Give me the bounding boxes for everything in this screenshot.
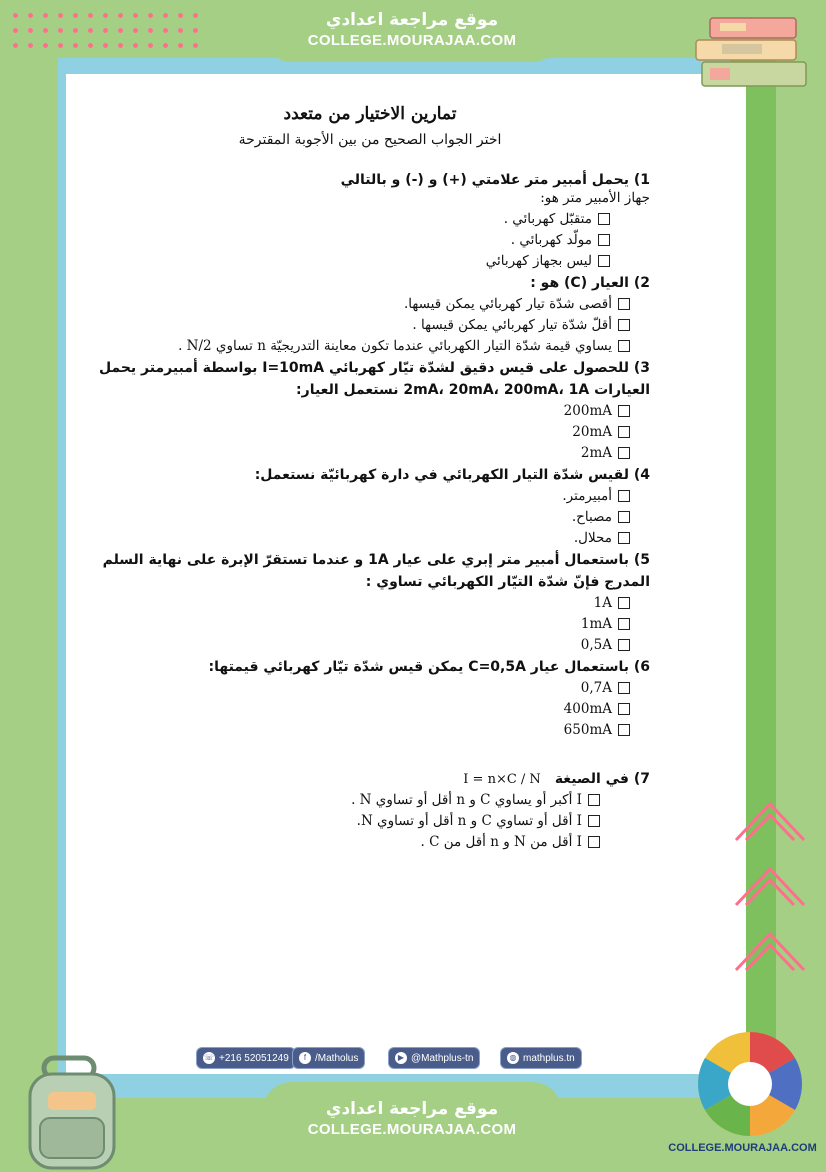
checkbox[interactable] xyxy=(618,682,630,694)
youtube-link[interactable]: ▶ @Mathplus-tn xyxy=(388,1047,480,1069)
page-title: تمارين الاختيار من متعدد xyxy=(283,104,457,124)
formula: I = n×C / N xyxy=(463,771,541,787)
q1-option-c[interactable]: ليس بجهاز كهربائي xyxy=(90,253,610,269)
q6-option-a[interactable]: 0,7A xyxy=(90,680,630,696)
footer-site-arabic: موقع مراجعة اعدادي xyxy=(325,1099,499,1119)
facebook-icon: f xyxy=(299,1052,311,1064)
header-banner[interactable] xyxy=(262,0,562,62)
checkbox[interactable] xyxy=(618,532,630,544)
checkbox[interactable] xyxy=(588,836,600,848)
q6-option-b[interactable]: 400mA xyxy=(90,701,630,717)
footer-banner[interactable] xyxy=(262,1082,562,1172)
checkbox[interactable] xyxy=(618,319,630,331)
question-1-line: جهاز الأمبير متر هو: xyxy=(540,190,650,206)
q3-option-c[interactable]: 2mA xyxy=(90,445,630,461)
q7-option-a[interactable]: I أكبر أو يساوي C و n أقل أو تساوي N . xyxy=(90,792,600,808)
checkbox[interactable] xyxy=(618,405,630,417)
page-subtitle: اختر الجواب الصحيح من بين الأجوبة المقترحة xyxy=(238,132,502,148)
exercise-sheet xyxy=(90,90,650,855)
q5-option-b[interactable]: 1mA xyxy=(90,616,630,632)
q1-option-b[interactable]: مولّد كهربائي . xyxy=(90,232,610,248)
checkbox[interactable] xyxy=(588,794,600,806)
checkbox[interactable] xyxy=(618,724,630,736)
header-site-arabic: موقع مراجعة اعدادي xyxy=(325,10,499,30)
q5-option-c[interactable]: 0,5A xyxy=(90,637,630,653)
q4-option-c[interactable]: محلال. xyxy=(90,530,630,546)
youtube-icon: ▶ xyxy=(395,1052,407,1064)
footer-logo-url[interactable]: COLLEGE.MOURAJAA.COM xyxy=(668,1142,817,1154)
question-6: 6) باستعمال عيار C=0,5A يمكن قيس شدّة تيّار كهربائي قيمتها: xyxy=(208,659,650,675)
phone-icon: ☏ xyxy=(203,1053,214,1062)
q2-option-b[interactable]: أقلّ شدّة تيار كهربائي يمكن قيسها . xyxy=(90,317,630,333)
checkbox[interactable] xyxy=(618,490,630,502)
q7-option-c[interactable]: I أقل من N و n أقل من C . xyxy=(90,834,600,850)
checkbox[interactable] xyxy=(618,447,630,459)
checkbox[interactable] xyxy=(618,639,630,651)
header-site-url[interactable]: COLLEGE.MOURAJAA.COM xyxy=(307,32,517,49)
checkbox[interactable] xyxy=(588,815,600,827)
checkbox[interactable] xyxy=(618,618,630,630)
checkbox[interactable] xyxy=(618,340,630,352)
website-link[interactable]: ◍ mathplus.tn xyxy=(500,1047,582,1069)
checkbox[interactable] xyxy=(618,511,630,523)
checkbox[interactable] xyxy=(598,213,610,225)
q5-option-a[interactable]: 1A xyxy=(90,595,630,611)
q2-option-c[interactable]: يساوي قيمة شدّة التيار الكهربائي عندما تكون معاينة التدريجيّة n تساوي N/2 . xyxy=(90,338,630,354)
backpack-icon xyxy=(14,1052,134,1170)
decorative-dots xyxy=(8,8,198,48)
checkbox[interactable] xyxy=(598,234,610,246)
q6-option-c[interactable]: 650mA xyxy=(90,722,630,738)
checkbox[interactable] xyxy=(618,597,630,609)
q4-option-b[interactable]: مصباح. xyxy=(90,509,630,525)
books-icon xyxy=(692,14,812,94)
q3-option-a[interactable]: 200mA xyxy=(90,403,630,419)
checkbox[interactable] xyxy=(598,255,610,267)
checkbox[interactable] xyxy=(618,298,630,310)
checkbox[interactable] xyxy=(618,426,630,438)
q7-option-b[interactable]: I أقل أو تساوي C و n أقل أو تساوي N. xyxy=(90,813,600,829)
question-3: 3) للحصول على قيس دقيق لشدّة تيّار كهربائي I=10mA بواسطة أمبيرمتر يحمل xyxy=(98,360,650,376)
question-5: 5) باستعمال أمبير متر إبري على عيار 1A و عندما تستقرّ الإبرة على نهاية السلم xyxy=(102,552,650,568)
phone-contact[interactable]: ☏ +216 52051249 xyxy=(196,1047,296,1069)
chevron-up-icon xyxy=(730,790,810,1020)
education-wheel-icon xyxy=(694,1028,806,1140)
q3-option-b[interactable]: 20mA xyxy=(90,424,630,440)
facebook-link[interactable]: f /Matholus xyxy=(292,1047,365,1069)
question-4: 4) لقيس شدّة التيار الكهربائي في دارة كهربائيّة نستعمل: xyxy=(254,467,650,483)
question-7-row xyxy=(90,771,650,787)
q1-option-a[interactable]: متقبّل كهربائي . xyxy=(90,211,610,227)
q2-option-a[interactable]: أقصى شدّة تيار كهربائي يمكن قيسها. xyxy=(90,296,630,312)
question-1: 1) يحمل أمبير متر علامتي (+) و (-) و بالتالي xyxy=(340,172,650,188)
q4-option-a[interactable]: أمبيرمتر. xyxy=(90,488,630,504)
question-3-line: العيارات 2mA، 20mA، 200mA، 1A نستعمل العيار: xyxy=(296,382,650,398)
footer-site-url[interactable]: COLLEGE.MOURAJAA.COM xyxy=(307,1121,517,1138)
question-5-line: المدرج فإنّ شدّة التيّار الكهربائي تساوي : xyxy=(365,574,650,590)
question-2: 2) العيار (C) هو : xyxy=(530,275,650,291)
question-7: 7) في الصيغة xyxy=(554,771,650,787)
globe-icon: ◍ xyxy=(507,1052,519,1064)
checkbox[interactable] xyxy=(618,703,630,715)
